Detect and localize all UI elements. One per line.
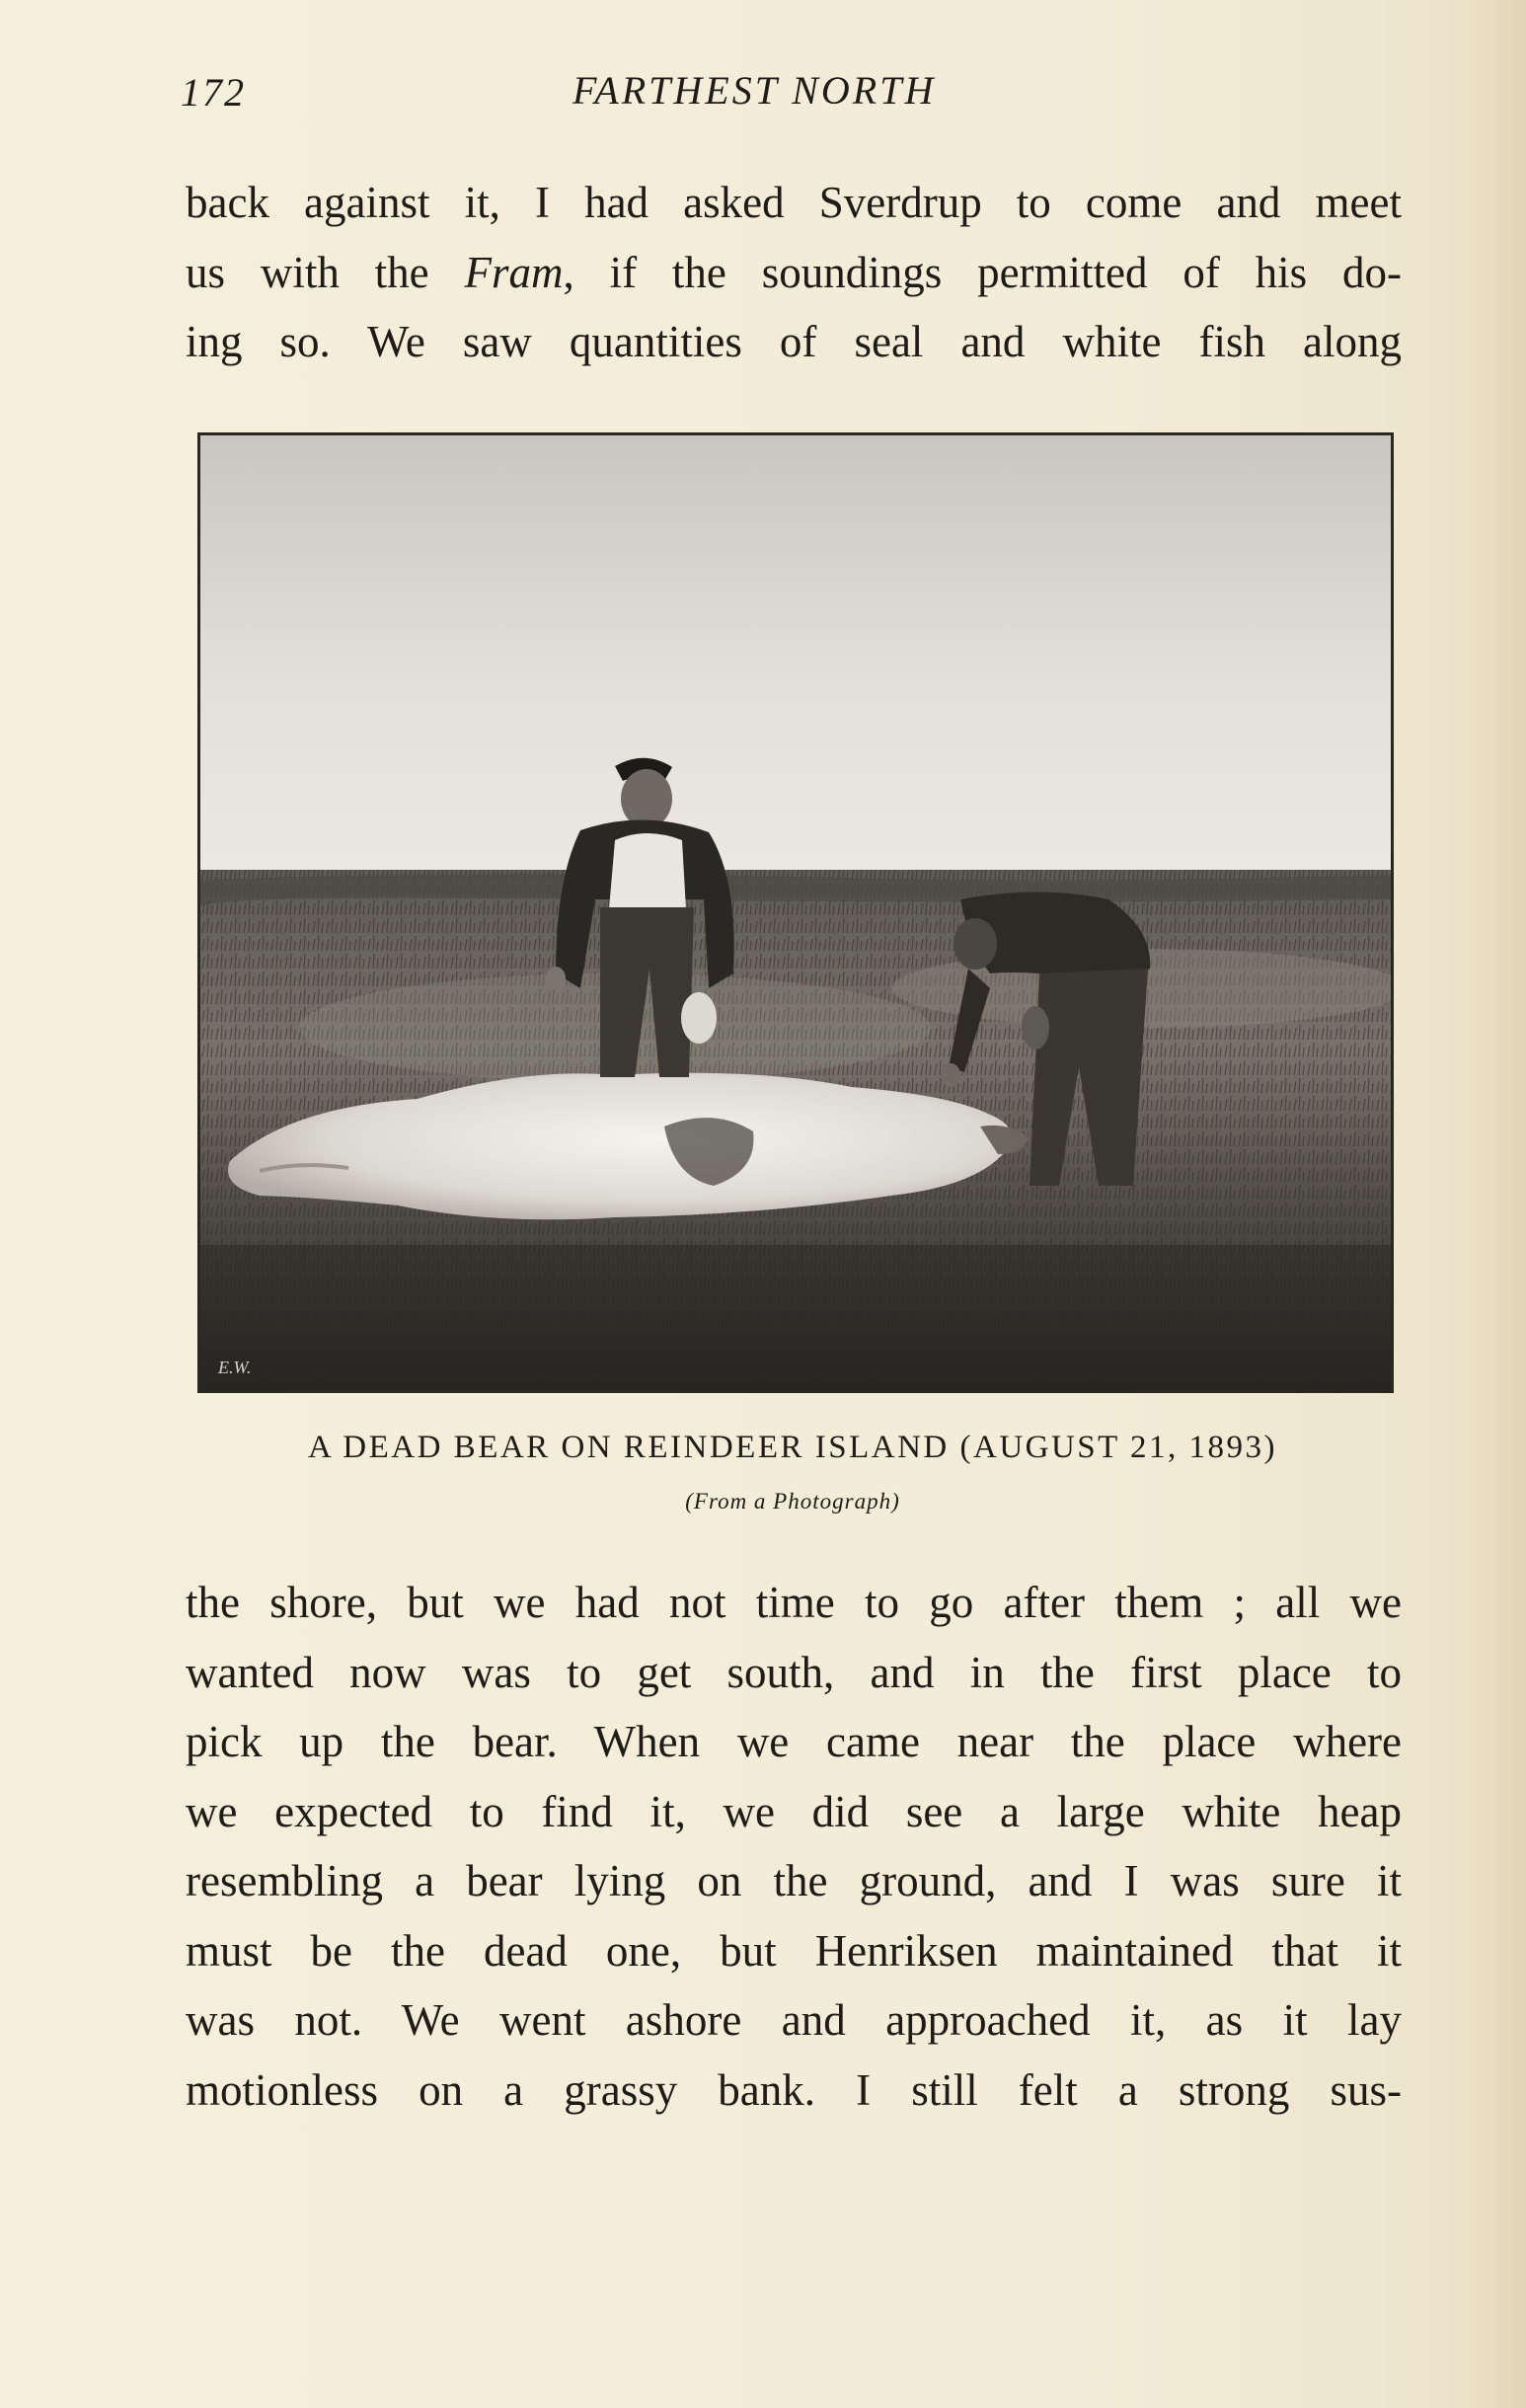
text-line: we expected to find it, we did see a large white heap [186, 1786, 1402, 1836]
text-line: must be the dead one, but Henriksen maintained that it [186, 1925, 1402, 1976]
text-line: back against it, I had asked Sverdrup to come and meet [186, 178, 1402, 227]
page-number: 172 [181, 70, 246, 115]
text-line: ing so. We saw quantities of seal and white fish along [186, 317, 1402, 366]
photograph-illustration [200, 435, 1391, 1390]
text-line: us with the Fram, if the soundings permitted of his do- [186, 247, 1402, 297]
bear-photograph [197, 432, 1394, 1393]
running-title: FARTHEST NORTH [572, 68, 937, 113]
foreground-shadow [200, 1245, 1391, 1390]
page-edge-shadow [1467, 0, 1526, 2408]
sky [200, 435, 1391, 870]
figure-source-note: (From a Photograph) [685, 1489, 900, 1514]
text-line: pick up the bear. When we came near the place where [186, 1717, 1402, 1766]
paragraph-bottom [186, 1568, 1402, 2125]
figure-caption [197, 1430, 1388, 1466]
text-line: was not. We went ashore and approached it, as it lay [186, 1995, 1402, 2045]
running-head [163, 61, 1397, 120]
text-line: the shore, but we had not time to go after them ; all we [186, 1578, 1402, 1627]
paragraph-top [186, 168, 1402, 377]
text-line: wanted now was to get south, and in the first place to [186, 1647, 1402, 1697]
ship-name: Fram [464, 247, 564, 297]
caption-text: A DEAD BEAR ON REINDEER ISLAND (AUGUST 21, 1893) [308, 1430, 1277, 1465]
text-line: resembling a bear lying on the ground, and I was sure it [186, 1856, 1402, 1905]
engraver-signature: E.W. [218, 1358, 252, 1377]
text-line: motionless on a grassy bank. I still felt a strong sus- [186, 2064, 1402, 2115]
